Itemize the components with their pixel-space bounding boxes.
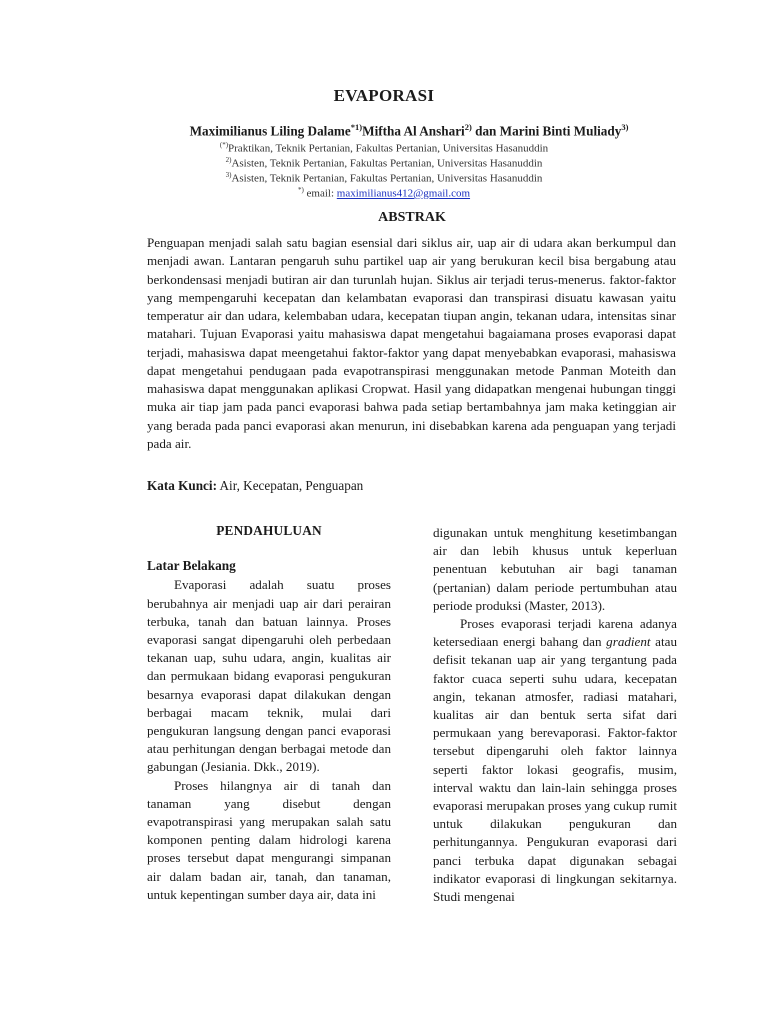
author-superscript: 3) (621, 122, 629, 132)
author-line (0, 122, 768, 139)
author-name: Marini Binti Muliady (499, 123, 622, 139)
body-paragraph: digunakan untuk menghitung kesetimbangan air dan lebih khusus untuk keperluan penentuan kebutuhan air bagi tanaman (pertanian) dalam periode pertumbuhan atau periode produksi (Master, 2013). (433, 525, 677, 613)
abstract-paragraph: Penguapan menjadi salah satu bagian esensial dari siklus air, uap air di udara akan berkumpul dan menjadi awan. Lantaran pengaruh suhu partikel uap air yang berukuran kecil bisa bergabung atau berkondensasi menjadi butiran air dan turunlah hujan. Siklus air terjadi terus-menerus. faktor-faktor yang mempengaruhi kecepatan dan kelambatan evaporasi dan transpirasi disuatu kawasan yaitu temperatur air dan udara, kelembaban udara, kecepatan tiupan angin, tekanan udara, intensitas sinar matahari. Tujuan Evaporasi yaitu mahasiswa dapat mengetahui bagaiamana proses evaporasi dapat terjadi, mahasiswa dapat meengetahui faktor-faktor yang dapat menyebabkan evaporasi, mahasiswa dapat mengetahui pendugaan pada evapotranspirasi menggunakan metode Panman Moteith dan mahasiswa dapat menggunakan aplikasi Cropwat. Hasil yang didapatkan mengenai hubungan tinggi muka air tiap jam pada panci evaporasi bahwa pada setiap bertambahnya jam maka ketinggian air yang berada pada panci evaporasi akan menurun, ini disebabkan karena ada penguapan yang terjadi pada air. (147, 235, 676, 451)
email-superscript: *) (297, 186, 304, 194)
paragraph-text: Proses evaporasi terjadi karena adanya ketersediaan energi bahang dan (433, 616, 677, 650)
left-column (147, 522, 391, 904)
subsection-heading: Latar Belakang (147, 558, 236, 574)
body-paragraph (433, 615, 677, 906)
paper-title: EVAPORASI (333, 86, 435, 105)
affiliation-superscript: 2) (225, 156, 232, 164)
author-name: Maximilianus Liling Dalame (189, 123, 351, 139)
paragraph-text: atau defisit tekanan uap air yang tergantung pada faktor cuaca seperti suhu udara, kecepatan angin, tekanan atmosfer, radiasi matahari, kualitas air dan bentuk serta sifat dari permukaan yang berevaporasi. Faktor-faktor tersebut dipengaruhi oleh faktor lainnya seperti faktor lokasi geografis, musim, interval waktu dan lain-lain sehingga proses evaporasi merupakan proses yang cukup rumit untuk dilakukan pengukuran dan perhitungannya. Pengukuran evaporasi dari panci terbuka dapat digunakan sebagai indikator evaporasi di lingkungan sekitarnya. Studi mengenai (433, 634, 677, 905)
italic-term: gradient (606, 634, 651, 650)
author-superscript: 2) (464, 122, 472, 132)
body-paragraph: Proses hilangnya air di tanah dan tanaman yang disebut dengan evapotranspirasi yang merupakan salah satu komponen penting dalam hidrologi karena proses tersebut dapat mengurangi simpanan air dalam badan air, tanah, dan tanaman, untuk kepentingan sumber daya air, data ini (147, 777, 391, 902)
author-name: Miftha Al Anshari (362, 123, 465, 139)
affiliation-text: Asisten, Teknik Pertanian, Fakultas Pertanian, Universitas Hasanuddin (231, 157, 543, 170)
author-superscript: *1) (350, 122, 363, 132)
abstract-heading: ABSTRAK (378, 210, 446, 225)
affiliation-superscript: (*) (219, 141, 229, 149)
keywords-line (147, 478, 676, 494)
email-line (0, 183, 768, 202)
right-column (433, 524, 677, 906)
author-connector: dan (471, 123, 500, 139)
email-label: email: (303, 187, 337, 200)
body-paragraph: Evaporasi adalah suatu proses berubahnya air menjadi uap air dari perairan terbuka, tanah dan batuan lainnya. Proses evaporasi sangat dipengaruhi oleh perbedaan tekanan uap, suhu udara, angin, kualitas air dan permukaan bidang evaporasi pengukuran besarnya evaporasi dapat dilakukan dengan berbagai macam teknik, mulai dari pengukuran langsung dengan panci evaporasi atau perhitungan dengan berbagai metode dan gabungan (Jesiania. Dkk., 2019). (147, 577, 391, 775)
affiliation-superscript: 3) (225, 171, 232, 179)
keywords-value: Air, Kecepatan, Penguapan (216, 478, 364, 493)
section-heading: PENDAHULUAN (216, 523, 322, 538)
affiliation-text: Asisten, Teknik Pertanian, Fakultas Pertanian, Universitas Hasanuddin (231, 172, 543, 185)
affiliation-text: Praktikan, Teknik Pertanian, Fakultas Pertanian, Universitas Hasanuddin (228, 142, 549, 155)
email-link[interactable]: maximilianus412@gmail.com (336, 187, 471, 200)
keywords-label: Kata Kunci: (147, 478, 217, 493)
